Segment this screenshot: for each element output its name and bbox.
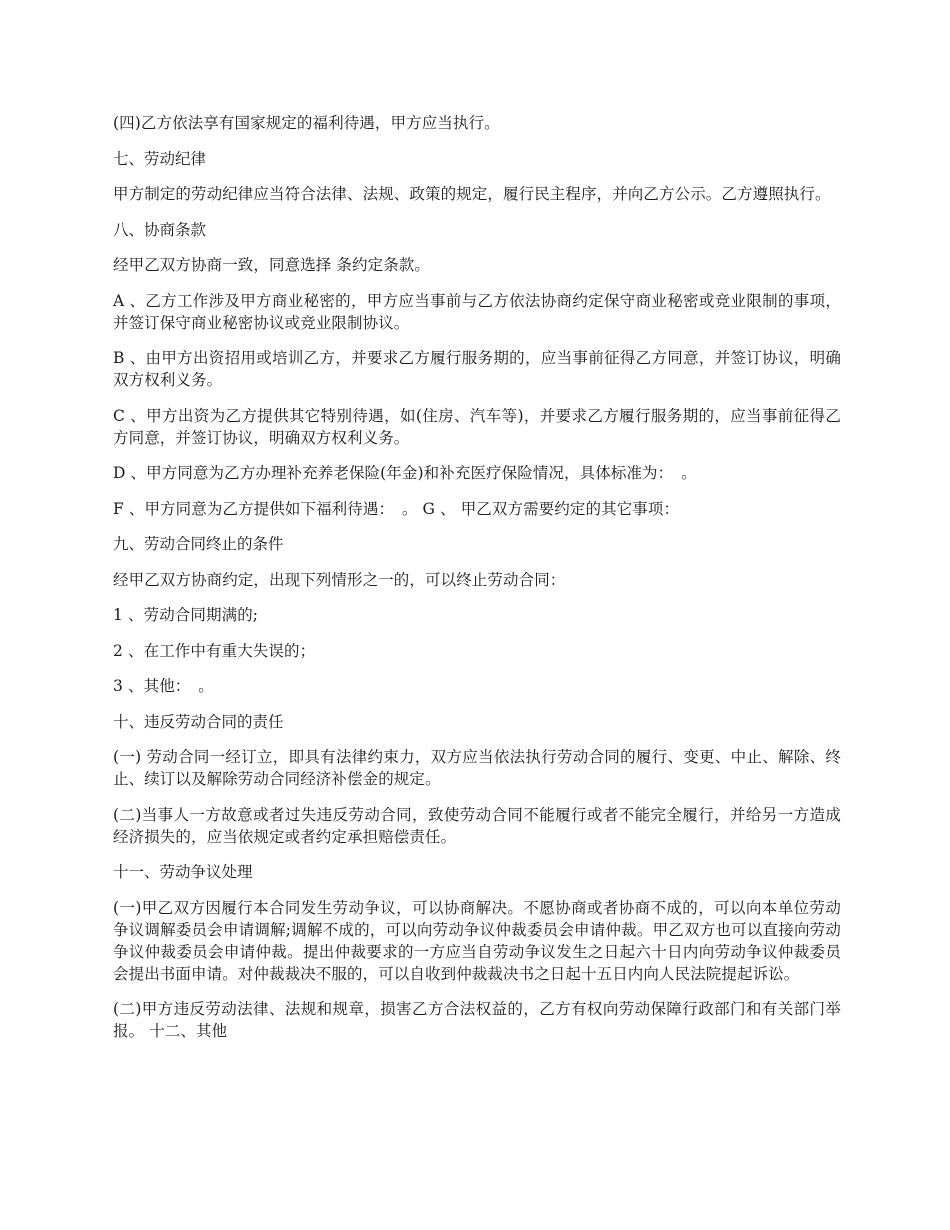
document-page bbox=[113, 112, 841, 1056]
paragraph-discipline: 甲方制定的劳动纪律应当符合法律、法规、政策的规定，履行民主程序，并向乙方公示。乙方遵照执行。 bbox=[113, 185, 831, 203]
list-item-termination-2: 2 、在工作中有重大失误的； bbox=[113, 641, 316, 660]
paragraph-clause-a: A 、乙方工作涉及甲方商业秘密的，甲方应当事前与乙方依法协商约定保守商业秘密或竞业限制的事项，并签订保守商业秘密协议或竞业限制协议。 bbox=[113, 291, 841, 332]
paragraph-welfare: (四)乙方依法享有国家规定的福利待遇，甲方应当执行。 bbox=[113, 114, 500, 132]
section-heading-dispute: 十一、劳动争议处理 bbox=[113, 863, 253, 881]
section-heading-termination: 九、劳动合同终止的条件 bbox=[113, 535, 284, 553]
section-heading-liability: 十、违反劳动合同的责任 bbox=[113, 712, 284, 731]
paragraph-clause-c: C 、甲方出资为乙方提供其它特别待遇，如(住房、汽车等)，并要求乙方履行服务期的，应当事前征得乙方同意，并签订协议，明确双方权利义务。 bbox=[113, 406, 841, 447]
section-heading-negotiation: 八、协商条款 bbox=[113, 220, 207, 239]
paragraph-clause-d: D 、甲方同意为乙方办理补充养老保险(年金)和补充医疗保险情况，具体标准为： 。 bbox=[113, 464, 697, 482]
paragraph-dispute-2: (二)甲方违反劳动法律、法规和规章，损害乙方合法权益的，乙方有权向劳动保障行政部门和有关部门举报。 十二、其他 bbox=[113, 1000, 841, 1040]
list-item-termination-3: 3 、其他： 。 bbox=[113, 677, 214, 695]
paragraph-negotiation-intro: 经甲乙双方协商一致，同意选择 条约定条款。 bbox=[113, 256, 431, 274]
paragraph-dispute-1: (一)甲乙双方因履行本合同发生劳动争议，可以协商解决。不愿协商或者协商不成的，可以向本单位劳动争议调解委员会申请调解;调解不成的，可以向劳动争议仲裁委员会申请仲裁。甲乙双方也可以直接向劳动争议仲裁委员会申请仲裁。提出仲裁要求的一方应当自劳动争议发生之日起六十日内向劳动争议仲裁委员会提出书面申请。对仲裁裁决不服的，可以自收到仲裁裁决书之日起十五日内向人民法院提起诉讼。 bbox=[113, 898, 841, 983]
list-item-termination-1: 1 、劳动合同期满的; bbox=[113, 606, 259, 624]
paragraph-clause-b: B 、由甲方出资招用或培训乙方，并要求乙方履行服务期的，应当事前征得乙方同意，并签订协议，明确双方权利义务。 bbox=[113, 349, 841, 389]
paragraph-clause-f-g: F 、甲方同意为乙方提供如下福利待遇： 。 G 、 甲乙双方需要约定的其它事项： bbox=[113, 499, 680, 518]
paragraph-liability-2: (二)当事人一方故意或者过失违反劳动合同，致使劳动合同不能履行或者不能完全履行，并给另一方造成经济损失的，应当依规定或者约定承担赔偿责任。 bbox=[113, 805, 841, 846]
section-heading-labor-discipline: 七、劳动纪律 bbox=[113, 149, 207, 168]
paragraph-termination-intro: 经甲乙双方协商约定，出现下列情形之一的，可以终止劳动合同： bbox=[113, 570, 566, 589]
paragraph-liability-1: (一) 劳动合同一经订立，即具有法律约束力，双方应当依法执行劳动合同的履行、变更、中止、解除、终止、续订以及解除劳动合同经济补偿金的规定。 bbox=[113, 748, 841, 788]
